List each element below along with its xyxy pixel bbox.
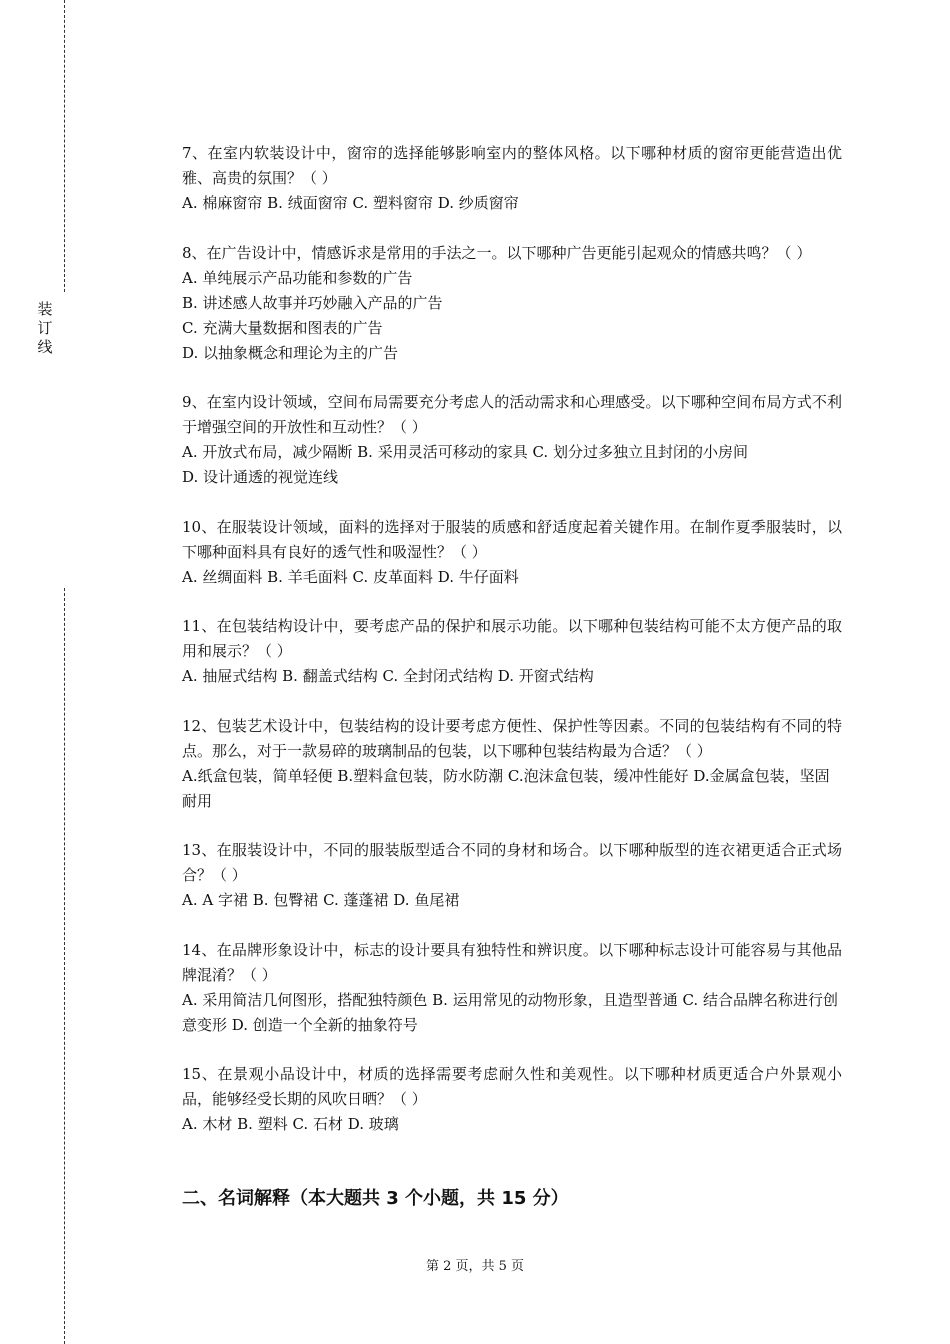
question-option: A. 丝绸面料 B. 羊毛面料 C. 皮革面料 D. 牛仔面料 bbox=[182, 567, 519, 586]
question-option: D. 设计通透的视觉连线 bbox=[182, 468, 339, 486]
question-7 bbox=[182, 141, 842, 216]
question-option: A.纸盒包装，简单轻便 B.塑料盒包装，防水防潮 C.泡沫盒包装，缓冲性能好 D.金属盒包装，坚固耐用 bbox=[182, 766, 830, 810]
question-13 bbox=[182, 838, 842, 913]
question-8 bbox=[182, 241, 842, 366]
question-option: A. 单纯展示产品功能和参数的广告 bbox=[182, 268, 413, 287]
question-15 bbox=[182, 1062, 842, 1137]
question-option: A. 开放式布局，减少隔断 B. 采用灵活可移动的家具 C. 划分过多独立且封闭的小房间 bbox=[182, 443, 748, 461]
question-stem: 8、在广告设计中，情感诉求是常用的手法之一。以下哪种广告更能引起观众的情感共鸣？（ ） bbox=[182, 243, 812, 262]
question-stem: 10、在服装设计领域，面料的选择对于服装的质感和舒适度起着关键作用。在制作夏季服装时，以下哪种面料具有良好的透气性和吸湿性？（ ） bbox=[182, 517, 842, 561]
question-option: D. 以抽象概念和理论为主的广告 bbox=[182, 343, 399, 362]
question-stem: 9、在室内设计领域，空间布局需要充分考虑人的活动需求和心理感受。以下哪种空间布局方式不利于增强空间的开放性和互动性？（ ） bbox=[182, 393, 842, 436]
question-11 bbox=[182, 614, 842, 689]
question-9 bbox=[182, 390, 842, 490]
question-option: A. 木材 B. 塑料 C. 石材 D. 玻璃 bbox=[182, 1115, 399, 1133]
binding-line-bottom bbox=[64, 588, 65, 1344]
question-12 bbox=[182, 714, 842, 814]
section-heading: 二、名词解释（本大题共 3 个小题，共 15 分） bbox=[182, 1188, 569, 1209]
question-option: A. 抽屉式结构 B. 翻盖式结构 C. 全封闭式结构 D. 开窗式结构 bbox=[182, 667, 594, 685]
question-option: A. 采用简洁几何图形，搭配独特颜色 B. 运用常见的动物形象，且造型普通 C. 结合品牌名称进行创意变形 D. 创造一个全新的抽象符号 bbox=[182, 990, 838, 1034]
binding-char: 订 bbox=[37, 319, 53, 337]
question-stem: 13、在服装设计中，不同的服装版型适合不同的身材和场合。以下哪种版型的连衣裙更适合正式场合？（ ） bbox=[182, 841, 842, 884]
question-14 bbox=[182, 938, 842, 1038]
question-stem: 11、在包装结构设计中，要考虑产品的保护和展示功能。以下哪种包装结构可能不太方便产品的取用和展示？（ ） bbox=[182, 617, 842, 660]
question-stem: 12、包装艺术设计中，包装结构的设计要考虑方便性、保护性等因素。不同的包装结构有不同的特点。那么，对于一款易碎的玻璃制品的包装，以下哪种包装结构最为合适？（ ） bbox=[182, 716, 842, 760]
question-option: A. A 字裙 B. 包臀裙 C. 蓬蓬裙 D. 鱼尾裙 bbox=[182, 891, 460, 909]
question-option: A. 棉麻窗帘 B. 绒面窗帘 C. 塑料窗帘 D. 纱质窗帘 bbox=[182, 194, 519, 212]
binding-label bbox=[34, 300, 56, 357]
page-footer: 第 2 页，共 5 页 bbox=[425, 1259, 525, 1274]
question-option: C. 充满大量数据和图表的广告 bbox=[182, 318, 383, 337]
binding-char: 线 bbox=[37, 338, 53, 356]
question-stem: 14、在品牌形象设计中，标志的设计要具有独特性和辨识度。以下哪种标志设计可能容易与其他品牌混淆？（ ） bbox=[182, 940, 842, 984]
question-list bbox=[182, 141, 842, 1162]
question-option: B. 讲述感人故事并巧妙融入产品的广告 bbox=[182, 293, 443, 312]
question-10 bbox=[182, 515, 842, 590]
question-stem: 15、在景观小品设计中，材质的选择需要考虑耐久性和美观性。以下哪种材质更适合户外景观小品，能够经受长期的风吹日晒？（ ） bbox=[182, 1065, 842, 1108]
question-stem: 7、在室内软装设计中，窗帘的选择能够影响室内的整体风格。以下哪种材质的窗帘更能营造出优雅、高贵的氛围？（ ） bbox=[182, 144, 842, 187]
binding-char: 装 bbox=[37, 300, 53, 318]
binding-line-top bbox=[64, 0, 65, 292]
